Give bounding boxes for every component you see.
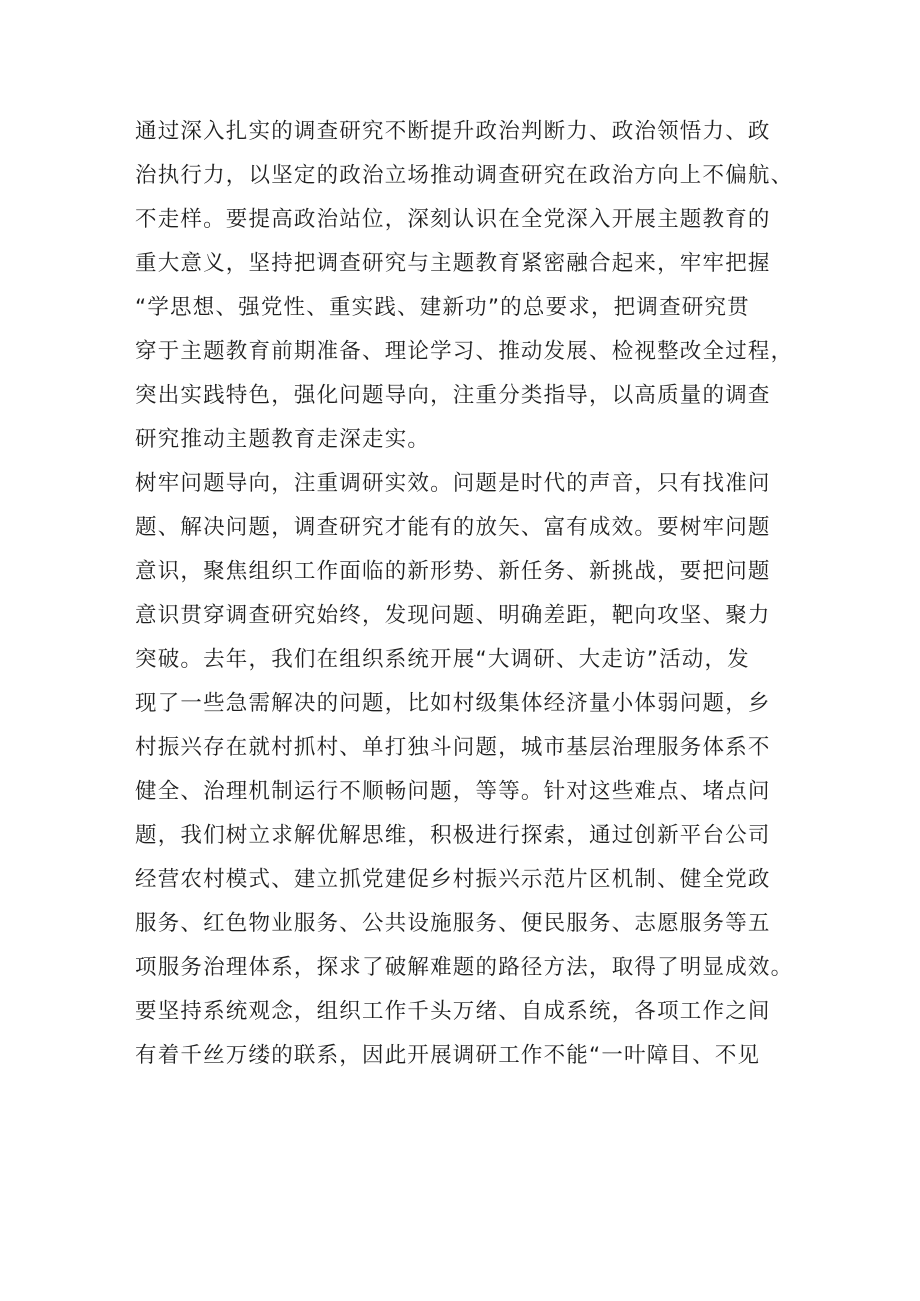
text-line: 穿于主题教育前期准备、理论学习、推动发展、检视整改全过程，: [135, 339, 794, 364]
text-line: 通过深入扎实的调查研究不断提升政治判断力、政治领悟力、政: [135, 119, 771, 144]
text-line: 要坚持系统观念，组织工作千头万绪、自成系统，各项工作之间: [135, 999, 771, 1024]
text-line: 项服务治理体系，探求了破解难题的路径方法，取得了明显成效。: [135, 955, 794, 980]
text-line: 突出实践特色，强化问题导向，注重分类指导，以高质量的调查: [135, 383, 771, 408]
text-line: 题、解决问题，调查研究才能有的放矢、富有成效。要树牢问题: [135, 515, 771, 540]
text-line: 重大意义，坚持把调查研究与主题教育紧密融合起来，牢牢把握: [135, 251, 771, 276]
text-line: 村振兴存在就村抓村、单打独斗问题，城市基层治理服务体系不: [135, 735, 771, 760]
text-line: 突破。去年，我们在组织系统开展“大调研、大走访”活动，发: [135, 647, 750, 672]
text-line: 不走样。要提高政治站位，深刻认识在全党深入开展主题教育的: [135, 207, 771, 232]
text-line: 有着千丝万缕的联系，因此开展调研工作不能“一叶障目、不见: [135, 1043, 761, 1068]
text-line: 现了一些急需解决的问题，比如村级集体经济量小体弱问题，乡: [135, 691, 771, 716]
text-line: 治执行力，以坚定的政治立场推动调查研究在政治方向上不偏航、: [135, 163, 794, 188]
text-line: 题，我们树立求解优解思维，积极进行探索，通过创新平台公司: [135, 823, 771, 848]
text-line: 树牢问题导向，注重调研实效。问题是时代的声音，只有找准问: [135, 471, 771, 496]
text-line: 意识贯穿调查研究始终，发现问题、明确差距，靶向攻坚、聚力: [135, 603, 771, 628]
text-line: “学思想、强党性、重实践、建新功”的总要求，把调查研究贯: [135, 295, 750, 320]
text-line: 健全、治理机制运行不顺畅问题，等等。针对这些难点、堵点问: [135, 779, 771, 804]
text-line: 经营农村模式、建立抓党建促乡村振兴示范片区机制、健全党政: [135, 867, 771, 892]
body-text: [135, 110, 800, 1078]
text-line: 研究推动主题教育走深走实。: [135, 427, 431, 452]
text-line: 意识，聚焦组织工作面临的新形势、新任务、新挑战，要把问题: [135, 559, 771, 584]
text-line: 服务、红色物业服务、公共设施服务、便民服务、志愿服务等五: [135, 911, 771, 936]
